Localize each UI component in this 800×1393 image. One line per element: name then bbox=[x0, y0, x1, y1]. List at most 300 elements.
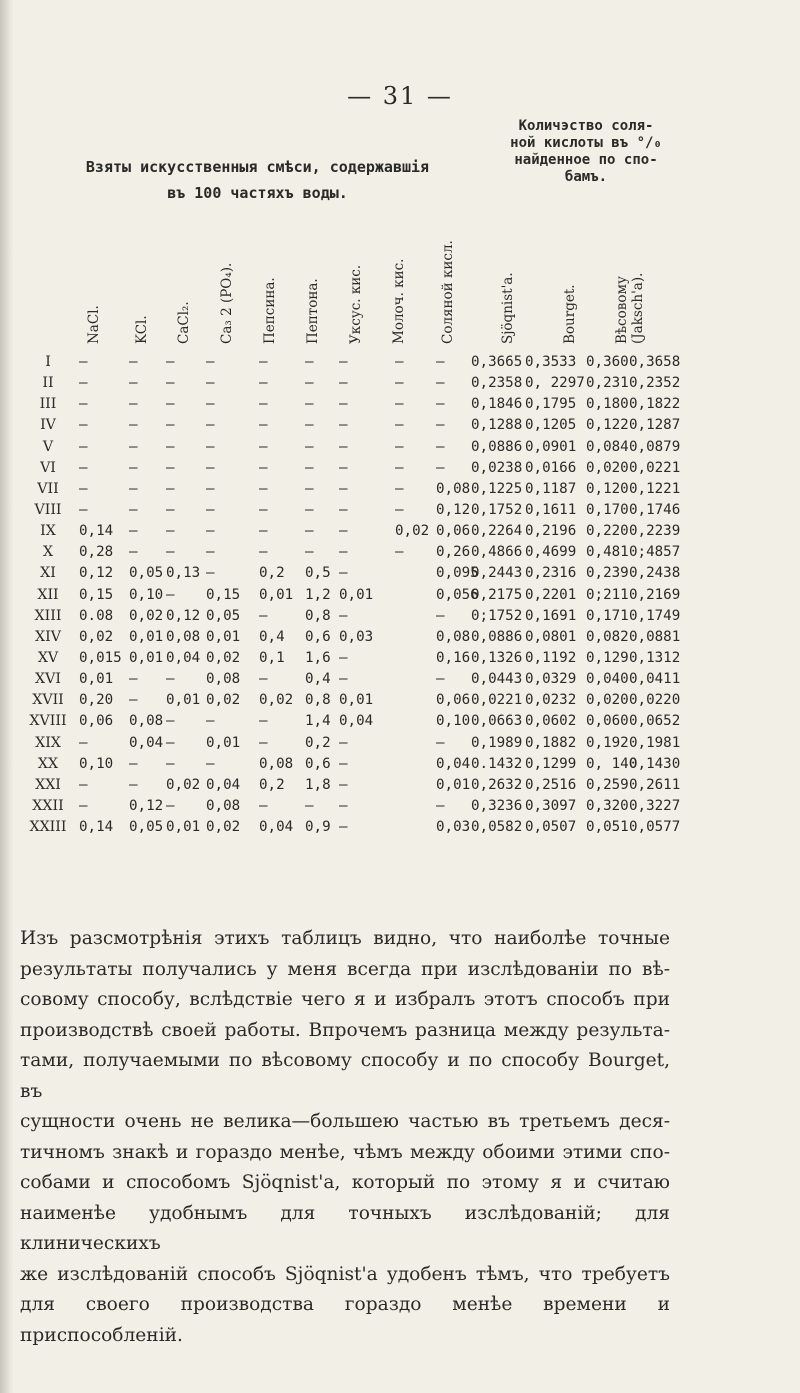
table-cell-hcl: 0,10 bbox=[436, 713, 471, 730]
table-cell-pepsin: — bbox=[259, 671, 268, 688]
table-cell-cacl2: — bbox=[166, 734, 175, 751]
table-cell-bourg: 0,1205 bbox=[525, 417, 577, 434]
header-right-line-3: найденное по спо- bbox=[514, 152, 658, 168]
column-header-sjoqvist: Sjöqnist'a. bbox=[500, 272, 516, 344]
table-cell-kcl: — bbox=[129, 354, 138, 370]
table-cell-bourg: 0, 2297 bbox=[525, 375, 585, 392]
table-cell-acetic: 0,01 bbox=[339, 692, 374, 709]
table-cell-jaksch-b: 0,3227 bbox=[629, 797, 681, 814]
table-cell-id: XVII bbox=[32, 692, 64, 709]
table-cell-id: XVI bbox=[35, 671, 61, 688]
table-cell-jaksch-a: 0,020 bbox=[586, 459, 629, 476]
table-cell-acetic: — bbox=[339, 459, 348, 476]
table-cell-jaksch-a: 0,180 bbox=[586, 396, 629, 413]
table-cell-jaksch-b: 0;4857 bbox=[629, 544, 681, 561]
table-cell-nacl: — bbox=[79, 480, 88, 497]
table-cell-bourg: 0,0166 bbox=[525, 459, 577, 476]
table-cell-id: V bbox=[42, 438, 54, 455]
table-cell-acetic: — bbox=[339, 417, 348, 434]
table-cell-jaksch-a: 0,170 bbox=[586, 501, 629, 518]
table-cell-jaksch-a: 0,060 bbox=[586, 713, 629, 730]
table-cell-kcl: — bbox=[129, 544, 138, 561]
table-cell-nacl: 0,28 bbox=[79, 544, 114, 561]
table-cell-kcl: — bbox=[129, 671, 138, 688]
table-cell-pepton: 1,4 bbox=[305, 713, 331, 730]
table-cell-bourg: 0,2196 bbox=[525, 523, 577, 540]
table-row bbox=[0, 523, 800, 544]
table-row bbox=[0, 460, 800, 481]
table-cell-kcl: — bbox=[129, 396, 138, 413]
table-cell-acetic: — bbox=[339, 396, 348, 413]
table-cell-acetic: — bbox=[339, 438, 348, 455]
table-cell-caph: — bbox=[206, 501, 215, 518]
table-cell-nacl: — bbox=[79, 501, 88, 518]
table-cell-jaksch-a: 0,192 bbox=[586, 734, 629, 751]
table-cell-caph: 0,08 bbox=[206, 797, 241, 814]
table-cell-pepsin: — bbox=[259, 354, 268, 370]
table-cell-lactic: — bbox=[395, 354, 404, 370]
table-cell-lactic: — bbox=[395, 459, 404, 476]
table-cell-kcl: — bbox=[129, 375, 138, 392]
table-cell-pepton: 0,6 bbox=[305, 755, 331, 772]
table-cell-lactic: — bbox=[395, 544, 404, 561]
table-row bbox=[0, 396, 800, 417]
table-cell-sjo: 0,0886 bbox=[471, 628, 523, 645]
table-cell-kcl: 0,04 bbox=[129, 734, 164, 751]
table-cell-cacl2: — bbox=[166, 586, 175, 603]
table-cell-cacl2: — bbox=[166, 438, 175, 455]
table-cell-cacl2: 0,13 bbox=[166, 565, 201, 582]
paragraph-line: результаты получались у меня всегда при изслѣдованіи по вѣ- bbox=[20, 958, 670, 980]
table-cell-nacl: 0,06 bbox=[79, 713, 114, 730]
table-cell-kcl: — bbox=[129, 459, 138, 476]
table-cell-jaksch-b: 0,1981 bbox=[629, 734, 681, 751]
table-cell-jaksch-b: 0,0881 bbox=[629, 628, 681, 645]
table-cell-kcl: — bbox=[129, 523, 138, 540]
table-cell-pepsin: — bbox=[259, 417, 268, 434]
table-row bbox=[0, 544, 800, 565]
column-header-acetic-acid: Уксус. кис. bbox=[348, 264, 364, 344]
table-cell-bourg: 0,4699 bbox=[525, 544, 577, 561]
table-cell-pepsin: — bbox=[259, 375, 268, 392]
table-cell-sjo: 0,2632 bbox=[471, 776, 523, 793]
table-cell-pepsin: 0,02 bbox=[259, 692, 294, 709]
table-cell-cacl2: — bbox=[166, 755, 175, 772]
paragraph-line: совому способу, вслѣдствіе чего я и избралъ этотъ способъ при bbox=[20, 989, 670, 1010]
column-header-kcl: KCl. bbox=[134, 315, 150, 344]
table-row bbox=[0, 735, 800, 756]
table-cell-pepsin: 0,2 bbox=[259, 776, 285, 793]
table-cell-sjo: 0,2264 bbox=[471, 523, 523, 540]
column-header-pepsin: Пепсина. bbox=[262, 277, 278, 344]
table-cell-nacl: 0,15 bbox=[79, 586, 114, 603]
table-cell-caph: 0,05 bbox=[206, 607, 241, 624]
table-cell-sjo: 0,2175 bbox=[471, 586, 523, 603]
table-cell-pepsin: — bbox=[259, 713, 268, 730]
table-cell-bourg: 0,3097 bbox=[525, 797, 577, 814]
table-cell-bourg: 0,2201 bbox=[525, 586, 577, 603]
table-cell-hcl: 0,04 bbox=[436, 755, 471, 772]
table-cell-pepton: 0,5 bbox=[305, 565, 331, 582]
table-cell-lactic: 0,02 bbox=[395, 523, 430, 540]
table-cell-hcl: — bbox=[436, 417, 445, 434]
data-table bbox=[0, 354, 800, 840]
table-cell-pepsin: — bbox=[259, 396, 268, 413]
table-cell-pepsin: 0,01 bbox=[259, 586, 294, 603]
table-cell-sjo: 0,3665 bbox=[471, 354, 523, 370]
table-cell-kcl: — bbox=[129, 417, 138, 434]
table-cell-jaksch-b: 0,1746 bbox=[629, 501, 681, 518]
table-cell-caph: — bbox=[206, 417, 215, 434]
table-cell-jaksch-a: 0,239 bbox=[586, 565, 629, 582]
table-cell-jaksch-b: 0,0879 bbox=[629, 438, 681, 455]
table-cell-jaksch-a: 0,120 bbox=[586, 480, 629, 497]
table-cell-kcl: — bbox=[129, 438, 138, 455]
table-cell-pepton: 1,6 bbox=[305, 649, 331, 666]
table-cell-caph: 0,01 bbox=[206, 734, 241, 751]
table-row bbox=[0, 819, 800, 840]
table-cell-nacl: — bbox=[79, 396, 88, 413]
table-cell-acetic: — bbox=[339, 354, 348, 370]
table-cell-acetic: — bbox=[339, 523, 348, 540]
table-cell-pepsin: — bbox=[259, 734, 268, 751]
table-cell-lactic: — bbox=[395, 501, 404, 518]
table-cell-cacl2: — bbox=[166, 501, 175, 518]
table-cell-sjo: 0,1225 bbox=[471, 480, 523, 497]
table-cell-kcl: 0,10 bbox=[129, 586, 164, 603]
table-cell-hcl: 0,26 bbox=[436, 544, 471, 561]
table-cell-cacl2: 0,01 bbox=[166, 692, 201, 709]
body-paragraph bbox=[20, 924, 670, 1351]
table-cell-jaksch-b: 0,1430 bbox=[629, 755, 681, 772]
table-cell-jaksch-a: 0,020 bbox=[586, 692, 629, 709]
table-cell-bourg: 0,0232 bbox=[525, 692, 577, 709]
table-cell-nacl: — bbox=[79, 734, 88, 751]
table-cell-sjo: 0,0886 bbox=[471, 438, 523, 455]
table-cell-cacl2: — bbox=[166, 375, 175, 392]
header-left-line-2: въ 100 частяхъ воды. bbox=[167, 184, 348, 202]
table-cell-acetic: — bbox=[339, 776, 348, 793]
table-cell-nacl: 0,12 bbox=[79, 565, 114, 582]
page-number: — 31 — bbox=[347, 82, 453, 110]
table-cell-caph: — bbox=[206, 480, 215, 497]
table-cell-pepton: — bbox=[305, 375, 314, 392]
table-row bbox=[0, 777, 800, 798]
table-cell-pepton: — bbox=[305, 501, 314, 518]
column-header-jaksch: Вѣсовому (Jaksch'a). bbox=[614, 272, 646, 344]
table-cell-caph: — bbox=[206, 523, 215, 540]
table-cell-jaksch-a: 0,220 bbox=[586, 523, 629, 540]
table-cell-sjo: 0,0238 bbox=[471, 459, 523, 476]
table-cell-nacl: 0,14 bbox=[79, 819, 114, 836]
table-cell-acetic: — bbox=[339, 480, 348, 497]
table-cell-hcl: — bbox=[436, 354, 445, 370]
table-cell-caph: 0,02 bbox=[206, 649, 241, 666]
table-row bbox=[0, 650, 800, 671]
table-cell-id: IV bbox=[40, 417, 56, 434]
table-cell-jaksch-b: 0,0221 bbox=[629, 459, 681, 476]
table-cell-pepton: — bbox=[305, 480, 314, 497]
table-cell-sjo: 0,1989 bbox=[471, 734, 523, 751]
table-cell-cacl2: 0,02 bbox=[166, 776, 201, 793]
table-cell-kcl: — bbox=[129, 776, 138, 793]
table-cell-cacl2: 0,04 bbox=[166, 649, 201, 666]
table-cell-sjo: 0,1288 bbox=[471, 417, 523, 434]
table-cell-acetic: — bbox=[339, 755, 348, 772]
table-cell-hcl: 0,056 bbox=[436, 586, 479, 603]
table-cell-hcl: 0,095 bbox=[436, 565, 479, 582]
table-cell-hcl: 0,16 bbox=[436, 649, 471, 666]
table-cell-pepsin: 0,04 bbox=[259, 819, 294, 836]
table-row bbox=[0, 629, 800, 650]
table-cell-id: XVIII bbox=[29, 713, 67, 730]
table-row bbox=[0, 671, 800, 692]
table-cell-nacl: — bbox=[79, 375, 88, 392]
table-cell-pepton: 1,2 bbox=[305, 586, 331, 603]
table-cell-kcl: — bbox=[129, 692, 138, 709]
table-cell-pepsin: — bbox=[259, 438, 268, 455]
table-cell-sjo: 0;1752 bbox=[471, 607, 523, 624]
table-cell-sjo: 0,1326 bbox=[471, 649, 523, 666]
table-cell-caph: — bbox=[206, 713, 215, 730]
table-cell-jaksch-a: 0,122 bbox=[586, 417, 629, 434]
table-cell-id: XI bbox=[40, 565, 56, 582]
table-cell-caph: — bbox=[206, 375, 215, 392]
table-cell-pepsin: — bbox=[259, 797, 268, 814]
table-cell-caph: — bbox=[206, 565, 215, 582]
table-row bbox=[0, 417, 800, 438]
table-cell-hcl: — bbox=[436, 671, 445, 688]
table-cell-jaksch-b: 0,2611 bbox=[629, 776, 681, 793]
table-cell-lactic: — bbox=[395, 480, 404, 497]
table-cell-caph: — bbox=[206, 544, 215, 561]
table-cell-cacl2: — bbox=[166, 480, 175, 497]
table-cell-acetic: 0,04 bbox=[339, 713, 374, 730]
table-cell-cacl2: — bbox=[166, 396, 175, 413]
table-cell-id: XXI bbox=[35, 776, 61, 793]
table-row bbox=[0, 481, 800, 502]
table-cell-pepsin: — bbox=[259, 523, 268, 540]
table-cell-sjo: 0.1432 bbox=[471, 755, 523, 772]
table-cell-acetic: — bbox=[339, 501, 348, 518]
table-cell-id: I bbox=[45, 354, 51, 370]
table-header-right bbox=[482, 118, 690, 186]
table-cell-jaksch-a: 0,360 bbox=[586, 354, 629, 370]
column-header-pepton: Пептона. bbox=[305, 278, 321, 344]
header-left-line-1: Взяты искусственныя смѣси, содержавшія bbox=[85, 158, 430, 176]
table-cell-jaksch-b: 0,2239 bbox=[629, 523, 681, 540]
table-cell-sjo: 0,2443 bbox=[471, 565, 523, 582]
table-cell-sjo: 0,4866 bbox=[471, 544, 523, 561]
table-cell-jaksch-b: 0,0220 bbox=[629, 692, 681, 709]
table-cell-jaksch-a: 0,259 bbox=[586, 776, 629, 793]
column-header-hcl: Соляной кисл. bbox=[440, 240, 456, 344]
table-cell-cacl2: 0,12 bbox=[166, 607, 201, 624]
table-cell-bourg: 0,1299 bbox=[525, 755, 577, 772]
table-cell-nacl: 0,015 bbox=[79, 649, 122, 666]
table-cell-cacl2: — bbox=[166, 713, 175, 730]
table-cell-pepton: — bbox=[305, 523, 314, 540]
table-cell-kcl: 0,08 bbox=[129, 713, 164, 730]
table-cell-bourg: 0,2516 bbox=[525, 776, 577, 793]
table-cell-jaksch-b: 0,1822 bbox=[629, 396, 681, 413]
table-cell-caph: 0,01 bbox=[206, 628, 241, 645]
table-cell-lactic: — bbox=[395, 375, 404, 392]
table-cell-bourg: 0,0901 bbox=[525, 438, 577, 455]
table-cell-nacl: 0,10 bbox=[79, 755, 114, 772]
table-cell-hcl: — bbox=[436, 375, 445, 392]
column-header-nacl: NaCl. bbox=[86, 305, 102, 344]
table-cell-caph: 0,02 bbox=[206, 692, 241, 709]
table-cell-nacl: — bbox=[79, 417, 88, 434]
table-cell-jaksch-a: 0,231 bbox=[586, 375, 629, 392]
table-cell-pepton: — bbox=[305, 417, 314, 434]
table-cell-pepsin: — bbox=[259, 480, 268, 497]
table-cell-cacl2: — bbox=[166, 544, 175, 561]
table-row bbox=[0, 439, 800, 460]
table-cell-kcl: — bbox=[129, 480, 138, 497]
table-cell-acetic: 0,01 bbox=[339, 586, 374, 603]
table-cell-bourg: 0,0801 bbox=[525, 628, 577, 645]
table-cell-sjo: 0,0443 bbox=[471, 671, 523, 688]
table-cell-acetic: — bbox=[339, 819, 348, 836]
paragraph-line: тичномъ знакѣ и гораздо менѣе, чѣмъ между обоими этими спо- bbox=[20, 1141, 670, 1163]
table-cell-hcl: 0,03 bbox=[436, 819, 471, 836]
table-cell-bourg: 0,1882 bbox=[525, 734, 577, 751]
table-cell-kcl: 0,02 bbox=[129, 607, 164, 624]
table-cell-hcl: 0,08 bbox=[436, 480, 471, 497]
table-cell-hcl: 0,08 bbox=[436, 628, 471, 645]
table-cell-pepton: — bbox=[305, 354, 314, 370]
table-cell-pepton: 0,2 bbox=[305, 734, 331, 751]
table-cell-jaksch-a: 0,320 bbox=[586, 797, 629, 814]
table-cell-jaksch-b: 0,0577 bbox=[629, 819, 681, 836]
paragraph-line: тами, получаемыми по вѣсовому способу и по способу Bourget, въ bbox=[20, 1050, 670, 1102]
column-header-bourget: Bourget. bbox=[562, 284, 578, 344]
table-cell-bourg: 0,2316 bbox=[525, 565, 577, 582]
table-cell-jaksch-a: 0,084 bbox=[586, 438, 629, 455]
table-cell-hcl: 0,01 bbox=[436, 776, 471, 793]
table-cell-id: VIII bbox=[34, 501, 62, 518]
table-cell-caph: 0,08 bbox=[206, 671, 241, 688]
table-cell-pepton: — bbox=[305, 797, 314, 814]
table-cell-jaksch-a: 0,171 bbox=[586, 607, 629, 624]
table-row bbox=[0, 692, 800, 713]
header-right-line-4: бамъ. bbox=[564, 169, 608, 185]
table-cell-pepton: — bbox=[305, 438, 314, 455]
table-cell-caph: — bbox=[206, 396, 215, 413]
paragraph-line: собами и способомъ Sjöqnist'a, который по этому я и считаю bbox=[20, 1172, 670, 1193]
table-cell-lactic: — bbox=[395, 417, 404, 434]
table-cell-id: XXII bbox=[32, 797, 64, 814]
table-row bbox=[0, 587, 800, 608]
table-cell-nacl: 0,20 bbox=[79, 692, 114, 709]
table-cell-cacl2: 0,01 bbox=[166, 819, 201, 836]
table-cell-jaksch-b: 0,2352 bbox=[629, 375, 681, 392]
table-cell-id: XX bbox=[37, 755, 59, 772]
table-cell-kcl: 0,05 bbox=[129, 565, 164, 582]
table-cell-cacl2: — bbox=[166, 797, 175, 814]
table-cell-caph: — bbox=[206, 354, 215, 370]
table-cell-sjo: 0,3236 bbox=[471, 797, 523, 814]
table-cell-pepsin: 0,1 bbox=[259, 649, 285, 666]
table-cell-bourg: 0,1611 bbox=[525, 501, 577, 518]
table-row bbox=[0, 756, 800, 777]
table-cell-cacl2: — bbox=[166, 671, 175, 688]
table-cell-caph: 0,15 bbox=[206, 586, 241, 603]
table-cell-caph: 0,04 bbox=[206, 776, 241, 793]
table-row bbox=[0, 713, 800, 734]
table-cell-jaksch-b: 0,1221 bbox=[629, 480, 681, 497]
table-cell-bourg: 0,1795 bbox=[525, 396, 577, 413]
table-cell-sjo: 0,2358 bbox=[471, 375, 523, 392]
table-cell-id: X bbox=[42, 544, 54, 561]
table-cell-hcl: — bbox=[436, 797, 445, 814]
table-cell-nacl: — bbox=[79, 797, 88, 814]
table-cell-hcl: 0,06 bbox=[436, 692, 471, 709]
table-cell-id: XV bbox=[37, 649, 59, 666]
table-cell-pepton: — bbox=[305, 544, 314, 561]
table-row bbox=[0, 502, 800, 523]
table-cell-kcl: — bbox=[129, 501, 138, 518]
table-cell-pepsin: — bbox=[259, 501, 268, 518]
table-cell-bourg: 0,1691 bbox=[525, 607, 577, 624]
paragraph-line: для своего производства гораздо менѣе времени и приспособленій. bbox=[20, 1294, 670, 1346]
table-cell-id: IX bbox=[40, 523, 56, 540]
table-cell-id: XII bbox=[37, 586, 59, 603]
table-cell-sjo: 0,0663 bbox=[471, 713, 523, 730]
table-cell-bourg: 0,0507 bbox=[525, 819, 577, 836]
table-cell-acetic: — bbox=[339, 734, 348, 751]
header-right-line-2: ной кислоты въ °/₀ bbox=[510, 135, 662, 151]
table-cell-sjo: 0,0582 bbox=[471, 819, 523, 836]
table-cell-acetic: — bbox=[339, 671, 348, 688]
table-cell-kcl: — bbox=[129, 755, 138, 772]
paragraph-line: же изслѣдованій способъ Sjöqnist'a удобенъ тѣмъ, что требуетъ bbox=[20, 1263, 670, 1285]
table-cell-nacl: 0,14 bbox=[79, 523, 114, 540]
table-cell-acetic: 0,03 bbox=[339, 628, 374, 645]
paragraph-line: производствѣ своей работы. Впрочемъ разница между результа- bbox=[20, 1019, 670, 1041]
table-cell-acetic: — bbox=[339, 565, 348, 582]
table-cell-nacl: — bbox=[79, 459, 88, 476]
table-row bbox=[0, 798, 800, 819]
table-cell-jaksch-b: 0,2169 bbox=[629, 586, 681, 603]
table-row bbox=[0, 565, 800, 586]
table-cell-pepsin: 0,4 bbox=[259, 628, 285, 645]
table-cell-nacl: — bbox=[79, 438, 88, 455]
table-cell-hcl: 0,12 bbox=[436, 501, 471, 518]
table-cell-jaksch-a: 0, 140 bbox=[586, 755, 638, 772]
table-cell-sjo: 0,0221 bbox=[471, 692, 523, 709]
table-cell-id: VI bbox=[40, 459, 56, 476]
table-cell-hcl: — bbox=[436, 396, 445, 413]
table-cell-cacl2: — bbox=[166, 459, 175, 476]
table-cell-bourg: 0,1192 bbox=[525, 649, 577, 666]
table-cell-sjo: 0,1752 bbox=[471, 501, 523, 518]
paragraph-line: наименѣе удобнымъ для точныхъ изслѣдованій; для клиническихъ bbox=[20, 1202, 670, 1254]
table-cell-jaksch-a: 0,082 bbox=[586, 628, 629, 645]
table-cell-id: XIII bbox=[34, 607, 62, 624]
table-cell-jaksch-a: 0,051 bbox=[586, 819, 629, 836]
column-header-cacl2: CaCl₂. bbox=[176, 301, 192, 344]
column-header-ca-phosphate: Ca₃ 2 (PO₄). bbox=[219, 262, 235, 344]
table-cell-id: VII bbox=[37, 480, 59, 497]
column-header-lactic-acid: Молоч. кис. bbox=[391, 258, 407, 344]
table-row bbox=[0, 608, 800, 629]
table-cell-pepton: — bbox=[305, 396, 314, 413]
header-right-line-1: Количэство соля- bbox=[518, 118, 654, 134]
table-cell-caph: — bbox=[206, 438, 215, 455]
